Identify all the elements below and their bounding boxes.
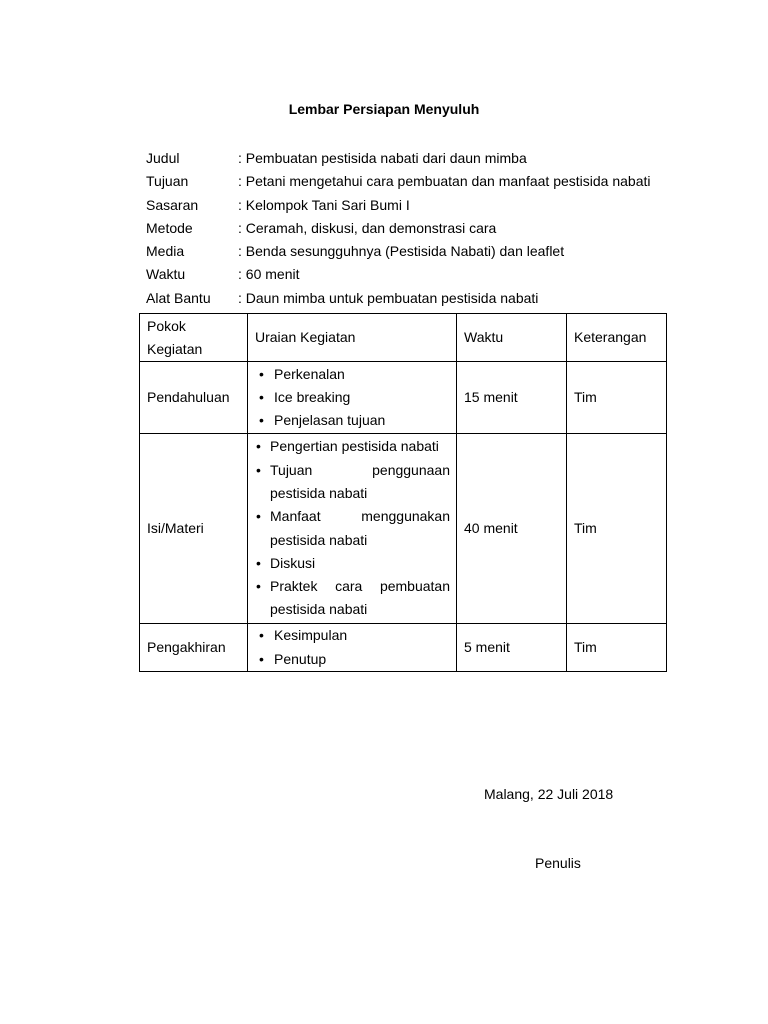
meta-row-tujuan xyxy=(146,170,706,193)
header-pokok-kegiatan xyxy=(140,314,248,362)
list-item: • Diskusi xyxy=(255,552,450,575)
table-header-row xyxy=(140,314,667,362)
cell-uraian xyxy=(248,362,457,434)
list-item: • Pengertian pestisida nabati xyxy=(255,435,450,458)
cell-keterangan: Tim xyxy=(567,624,667,672)
meta-value: : Ceramah, diskusi, dan demonstrasi cara xyxy=(238,219,497,236)
list-item: • Penutup xyxy=(252,648,450,671)
cell-keterangan: Tim xyxy=(567,434,667,624)
meta-key: Media xyxy=(146,243,185,260)
meta-row-judul xyxy=(146,147,706,170)
meta-row-waktu xyxy=(146,263,706,286)
list-item: • Ice breaking xyxy=(252,386,450,409)
list-item: • Perkenalan xyxy=(252,363,450,386)
activity-table xyxy=(139,313,667,672)
list-item xyxy=(255,505,450,552)
list-item: • Penjelasan tujuan xyxy=(252,409,450,432)
list-item-line2: pestisida nabati xyxy=(270,601,368,618)
document-title: Lembar Persiapan Menyuluh xyxy=(288,101,480,117)
cell-waktu: 15 menit xyxy=(457,362,567,434)
list-item: • Kesimpulan xyxy=(252,624,450,647)
meta-key: Waktu xyxy=(146,266,186,283)
header-pokok-line1: Pokok xyxy=(147,317,186,334)
cell-pokok: Pendahuluan xyxy=(140,362,248,434)
metadata-list xyxy=(146,147,706,310)
cell-uraian xyxy=(248,434,457,624)
table-row xyxy=(140,362,667,434)
cell-pokok: Isi/Materi xyxy=(140,434,248,624)
list-item xyxy=(255,459,450,506)
meta-row-media xyxy=(146,240,706,263)
cell-pokok: Pengakhiran xyxy=(140,624,248,672)
list-item-line1: Praktek cara pembuatan xyxy=(270,578,450,595)
header-keterangan: Keterangan xyxy=(567,314,667,362)
activity-list xyxy=(255,435,450,621)
meta-value: : Daun mimba untuk pembuatan pestisida nabati xyxy=(238,289,539,306)
table-row xyxy=(140,624,667,672)
header-uraian-kegiatan: Uraian Kegiatan xyxy=(248,314,457,362)
list-item-line1: Tujuan penggunaan xyxy=(270,461,450,478)
list-item-line1: Manfaat menggunakan xyxy=(270,508,450,525)
meta-value: : 60 menit xyxy=(238,266,300,283)
meta-key: Metode xyxy=(146,219,193,236)
place-date: Malang, 22 Juli 2018 xyxy=(484,786,614,802)
meta-value: : Kelompok Tani Sari Bumi I xyxy=(238,196,410,213)
list-item-line2: pestisida nabati xyxy=(270,531,368,548)
meta-value: : Petani mengetahui cara pembuatan dan manfaat pestisida nabati xyxy=(238,173,651,190)
cell-keterangan: Tim xyxy=(567,362,667,434)
meta-key: Sasaran xyxy=(146,196,199,213)
meta-key: Tujuan xyxy=(146,173,189,190)
meta-row-metode xyxy=(146,217,706,240)
cell-waktu: 5 menit xyxy=(457,624,567,672)
header-waktu: Waktu xyxy=(457,314,567,362)
meta-row-alat-bantu xyxy=(146,287,706,310)
header-pokok-line2: Kegiatan xyxy=(147,340,203,357)
activity-list xyxy=(252,363,450,433)
list-item-line2: pestisida nabati xyxy=(270,484,368,501)
table-row xyxy=(140,434,667,624)
cell-waktu: 40 menit xyxy=(457,434,567,624)
activity-list xyxy=(252,624,450,671)
meta-value: : Pembuatan pestisida nabati dari daun mimba xyxy=(238,150,527,166)
meta-key: Alat Bantu xyxy=(146,289,211,306)
meta-key: Judul xyxy=(146,150,180,166)
meta-row-sasaran xyxy=(146,194,706,217)
list-item xyxy=(255,575,450,622)
meta-value: : Benda sesungguhnya (Pestisida Nabati) dan leaflet xyxy=(238,243,565,260)
signature-label: Penulis xyxy=(535,855,581,871)
cell-uraian xyxy=(248,624,457,672)
